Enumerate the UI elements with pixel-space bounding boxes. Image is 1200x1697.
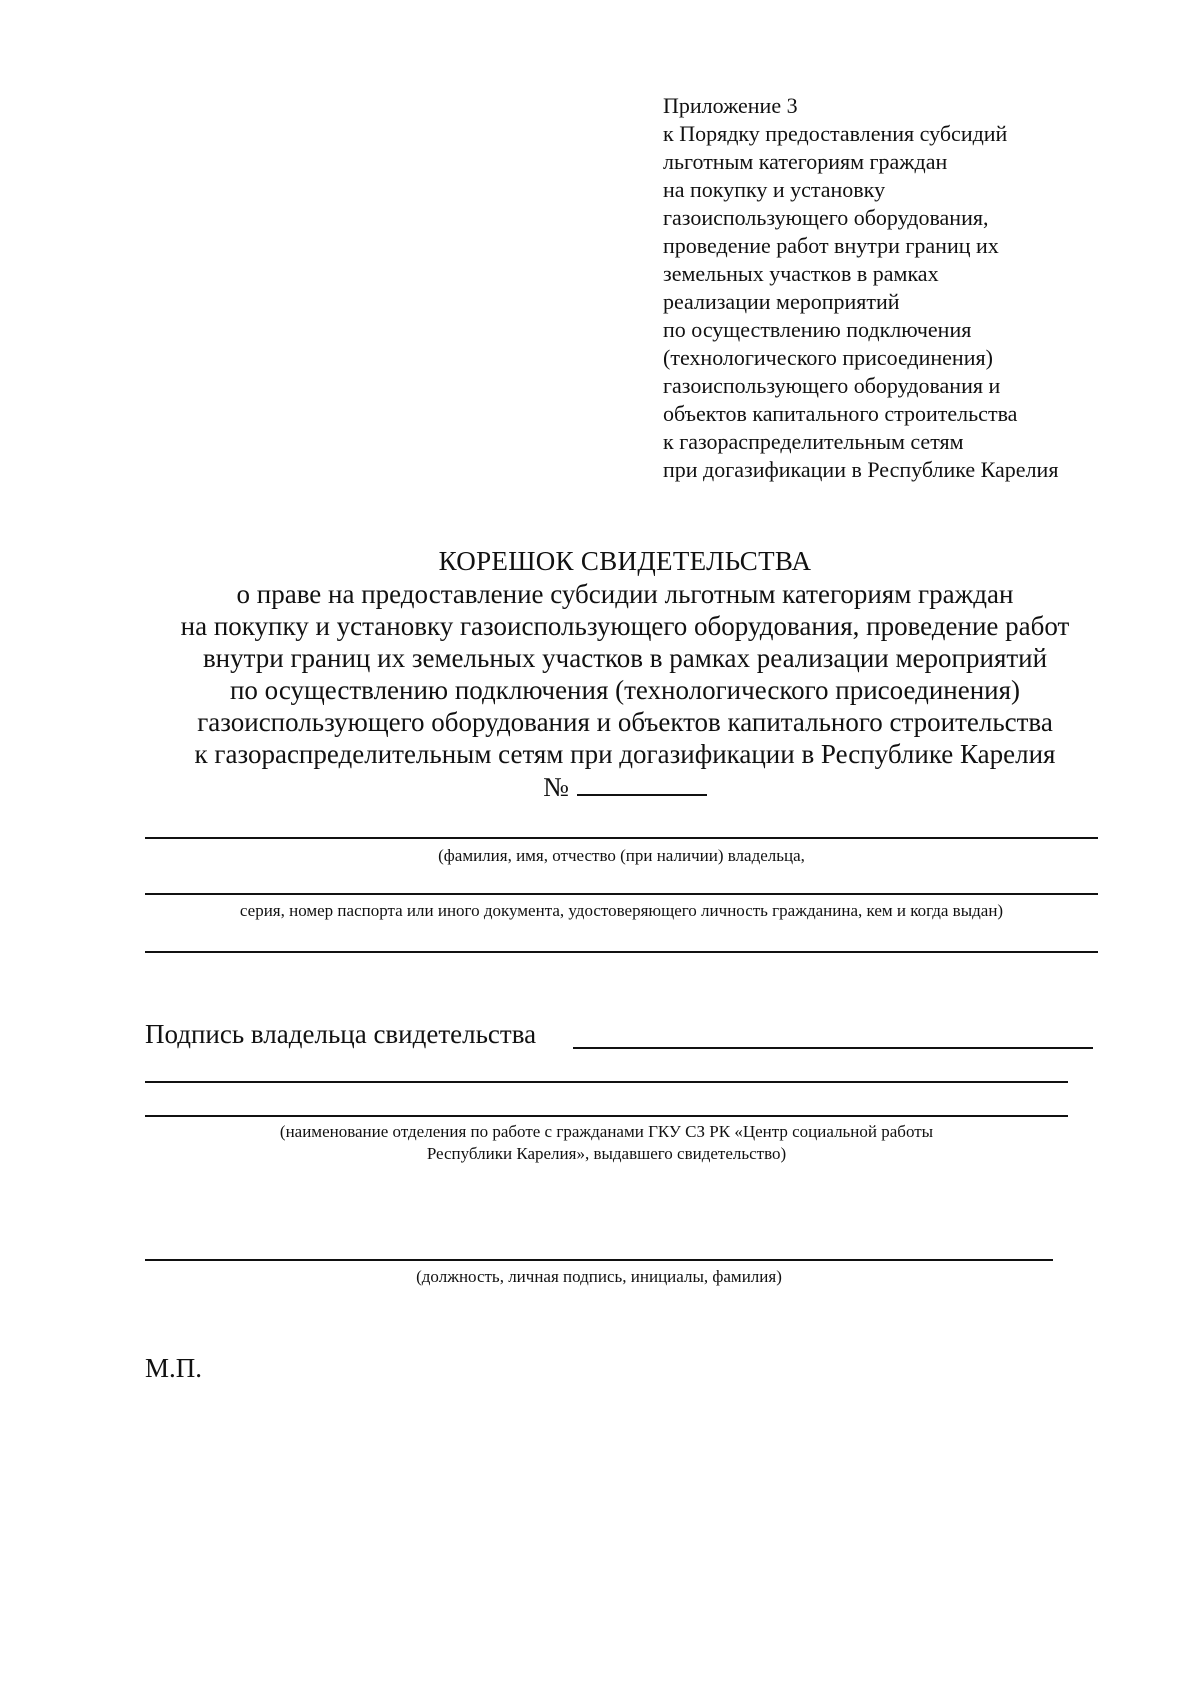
certificate-number-blank[interactable] — [577, 770, 707, 796]
appendix-line: к газораспределительным сетям — [663, 429, 964, 454]
subtitle-line: по осуществлению подключения (технологического присоединения) — [229, 675, 1021, 705]
owner-signature-label: Подпись владельца свидетельства — [145, 1019, 537, 1049]
appendix-line: реализации мероприятий — [663, 289, 900, 314]
subtitle-line: к газораспределительным сетям при догазификации в Республике Карелия — [194, 739, 1056, 769]
appendix-line: на покупку и установку — [663, 177, 886, 202]
subtitle-line: на покупку и установку газоиспользующего оборудования, проведение работ — [180, 611, 1070, 641]
subtitle-line: газоиспользующего оборудования и объектов капитального строительства — [197, 707, 1053, 737]
appendix-line: проведение работ внутри границ их — [663, 233, 999, 258]
appendix-line: Приложение 3 — [663, 93, 798, 118]
appendix-header — [663, 92, 1163, 484]
official-caption: (должность, личная подпись, инициалы, фамилия) — [416, 1267, 782, 1286]
appendix-line: при догазификации в Республике Карелия — [663, 457, 1059, 482]
owner-signature-line[interactable] — [573, 1047, 1093, 1049]
appendix-line: (технологического присоединения) — [663, 345, 993, 370]
title-block — [100, 545, 1150, 803]
owner-name-line[interactable] — [145, 837, 1098, 839]
document-subtitle — [100, 578, 1150, 770]
subtitle-line: внутри границ их земельных участков в рамках реализации мероприятий — [202, 643, 1048, 673]
appendix-line: земельных участков в рамках — [663, 261, 939, 286]
document-title: КОРЕШОК СВИДЕТЕЛЬСТВА — [438, 546, 812, 576]
department-line-1[interactable] — [145, 1081, 1068, 1083]
certificate-number-row — [100, 770, 1150, 803]
appendix-line: газоиспользующего оборудования, — [663, 205, 989, 230]
department-caption-line: Республики Карелия», выдавшего свидетельство) — [426, 1144, 787, 1163]
owner-name-caption: (фамилия, имя, отчество (при наличии) владельца, — [438, 846, 805, 865]
passport-caption: серия, номер паспорта или иного документа, удостоверяющего личность гражданина, кем и когда выдан) — [239, 901, 1004, 920]
passport-extra-line[interactable] — [145, 951, 1098, 953]
official-signature-line[interactable] — [145, 1259, 1053, 1261]
subtitle-line: о праве на предоставление субсидии льготным категориям граждан — [236, 579, 1014, 609]
number-sign: № — [543, 772, 569, 802]
appendix-line: объектов капитального строительства — [663, 401, 1018, 426]
department-caption — [145, 1121, 1068, 1165]
appendix-line: льготным категориям граждан — [663, 149, 948, 174]
department-caption-line: (наименование отделения по работе с гражданами ГКУ СЗ РК «Центр социальной работы — [279, 1122, 934, 1141]
appendix-line: по осуществлению подключения — [663, 317, 972, 342]
department-line-2[interactable] — [145, 1115, 1068, 1117]
stamp-label: М.П. — [145, 1353, 203, 1383]
appendix-line: к Порядку предоставления субсидий — [663, 121, 1008, 146]
passport-line[interactable] — [145, 893, 1098, 895]
appendix-line: газоиспользующего оборудования и — [663, 373, 1001, 398]
